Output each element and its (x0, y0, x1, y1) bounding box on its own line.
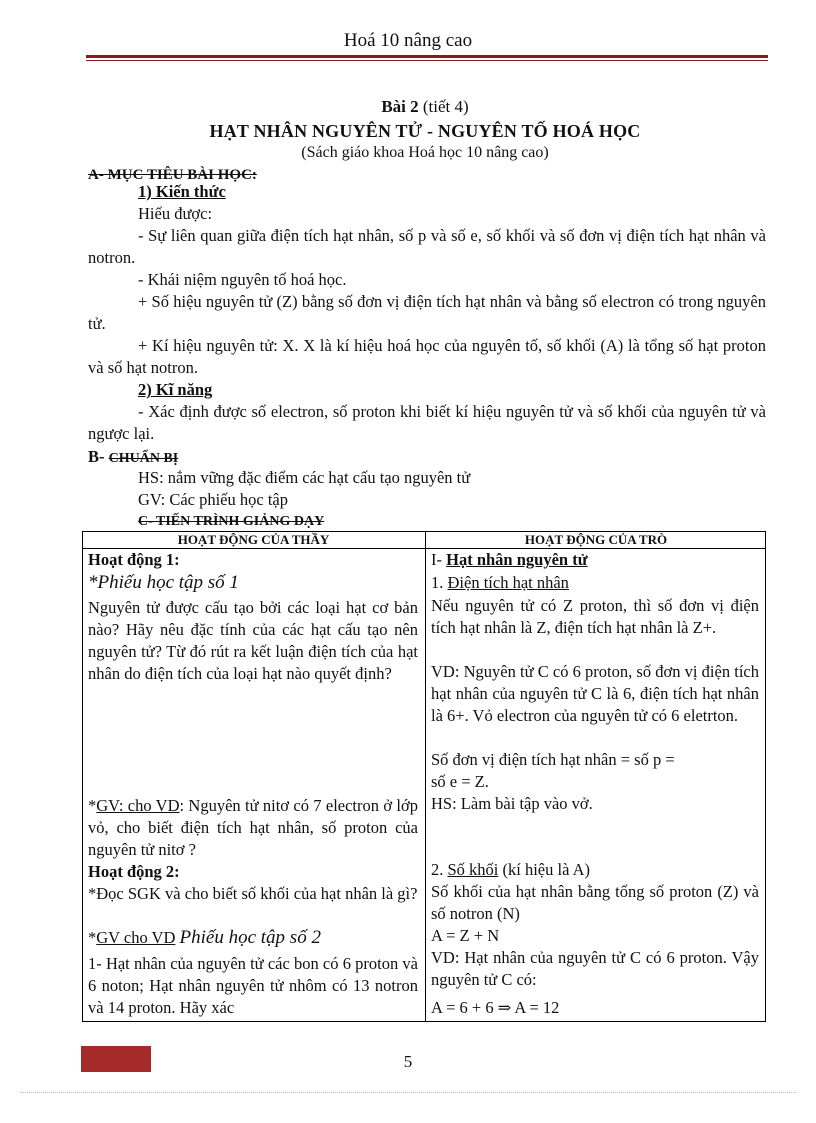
activity-2-question: *Đọc SGK và cho biết số khối của hạt nhân là gì? (88, 884, 418, 903)
gv-example-1-prefix: * (88, 796, 97, 815)
section-1-title: Hạt nhân nguyên tử (446, 550, 588, 569)
objective-p4: + Kí hiệu nguyên tử: X. X là kí hiệu hoá học của nguyên tố, số khối (A) là tổng số hạt proton và số hạt notron. (88, 336, 766, 377)
lesson-period: (tiết 4) (422, 97, 469, 116)
subsection-2-heading (431, 859, 759, 881)
worksheet-2-label: Phiếu học tập số 2 (179, 927, 321, 948)
nuclear-charge-example: VD: Nguyên tử C có 6 proton, số đơn vị điện tích hạt nhân của nguyên tử C là 6, điện tích hạt nhân là 6+. Vỏ electron của nguyên tử có 6 eletrton. (431, 662, 759, 725)
col-header-student: HOẠT ĐỘNG CỦA TRÒ (524, 532, 668, 547)
objective-p2: - Khái niệm nguyên tố hoá học. (138, 270, 347, 289)
objective-p1: - Sự liên quan giữa điện tích hạt nhân, số p và số e, số khối và số đơn vị điện tích hạt nhân và notron. (88, 226, 766, 267)
charge-equation-line2: số e = Z. (431, 772, 489, 791)
mass-number-calc-left: A = 6 + 6 (431, 998, 494, 1017)
col-header-teacher: HOẠT ĐỘNG CỦA THẦY (177, 532, 330, 547)
lesson-title: HẠT NHÂN NGUYÊN TỬ - NGUYÊN TỐ HOÁ HỌC (209, 121, 641, 141)
section-b-prefix: B- (88, 447, 105, 466)
subsection-1-title: Điện tích hạt nhân (447, 573, 569, 592)
subsection-2-prefix: 2. (431, 860, 444, 879)
worksheet-2-question: 1- Hạt nhân của nguyên tử các bon có 6 proton và 6 noton; Hạt nhân nguyên tử nhôm có 13 notron và 14 proton. Hãy xác (88, 954, 418, 1017)
prep-gv: GV: Các phiếu học tập (138, 490, 288, 509)
subsection-2-title: Số khối (447, 860, 499, 879)
mass-number-example: VD: Hạt nhân của nguyên tử C có 6 proton. Vậy nguyên tử C có: (431, 948, 759, 989)
charge-equation-line1: Số đơn vị điện tích hạt nhân = số p = (431, 750, 675, 769)
mass-number-rule: Số khối của hạt nhân bằng tổng số proton (Z) và số notron (N) (431, 882, 759, 923)
section-b-title: CHUẨN BỊ (108, 451, 179, 466)
page-bottom-dotted-rule (20, 1092, 796, 1093)
mass-number-formula: A = Z + N (431, 926, 500, 945)
objective-p5: - Xác định được số electron, số proton khi biết kí hiệu nguyên tử và số khối của nguyên tử và ngược lại. (88, 402, 766, 443)
section-c-heading: C- TIẾN TRÌNH GIẢNG DẠY (138, 514, 325, 529)
header-rule-thin (86, 60, 768, 61)
section-a-heading: A- MỤC TIÊU BÀI HỌC: (88, 167, 257, 183)
section-1-prefix: I- (431, 550, 442, 569)
activity-2-label: Hoạt động 2: (88, 862, 180, 881)
gv-example-2 (88, 927, 418, 949)
worksheet-1-label: *Phiếu học tập số 1 (88, 572, 239, 593)
gv-example-1 (88, 795, 418, 861)
page-number: 5 (403, 1052, 413, 1071)
lesson-number-bold: Bài 2 (381, 97, 419, 116)
gv-example-1-label: GV: cho VD (96, 796, 180, 815)
mass-number-calc (431, 997, 759, 1020)
lesson-number (80, 97, 770, 117)
understand-line: Hiểu được: (138, 204, 213, 223)
page-header-title: Hoá 10 nâng cao (343, 30, 473, 51)
implies-arrow-icon: ⇒ (497, 1000, 512, 1017)
table-column-divider (425, 531, 426, 1022)
knowledge-heading: 1) Kiến thức (138, 182, 226, 201)
prep-hs: HS: nắm vững đặc điểm các hạt cấu tạo nguyên tử (138, 468, 471, 487)
lesson-subtitle: (Sách giáo khoa Hoá học 10 nâng cao) (301, 144, 549, 161)
nuclear-charge-rule: Nếu nguyên tử có Z proton, thì số đơn vị điện tích hạt nhân là Z, điện tích hạt nhân là Z+. (431, 596, 759, 637)
header-rule-thick (86, 55, 768, 58)
mass-number-calc-right: A = 12 (514, 998, 560, 1017)
worksheet-1-question: Nguyên tử được cấu tạo bởi các loại hạt cơ bản nào? Hãy nêu đặc tính của các hạt cấu tạo nên nguyên tử? Từ đó rút ra kết luận điện tích của hạt nhân do điện tích của loại hạt nào quyết định? (88, 598, 418, 683)
skills-heading: 2) Kĩ năng (138, 380, 213, 399)
subsection-1-heading (431, 572, 759, 594)
gv-example-2-label: GV cho VD (96, 928, 176, 947)
gv-example-2-prefix: * (88, 928, 97, 947)
student-homework: HS: Làm bài tập vào vở. (431, 794, 593, 813)
section-1-heading (431, 549, 759, 571)
gv-example-1-text: : Nguyên tử nitơ có 7 electron ở lớp vỏ, cho biết điện tích hạt nhân, số proton của nguyên tử nitơ ? (88, 796, 418, 859)
subsection-2-note: (kí hiệu là A) (502, 860, 591, 879)
subsection-1-prefix: 1. (431, 573, 444, 592)
activity-1-label: Hoạt động 1: (88, 550, 180, 569)
objective-p3: + Số hiệu nguyên tử (Z) bằng số đơn vị điện tích hạt nhân và bằng số electron có trong nguyên tử. (88, 292, 766, 333)
